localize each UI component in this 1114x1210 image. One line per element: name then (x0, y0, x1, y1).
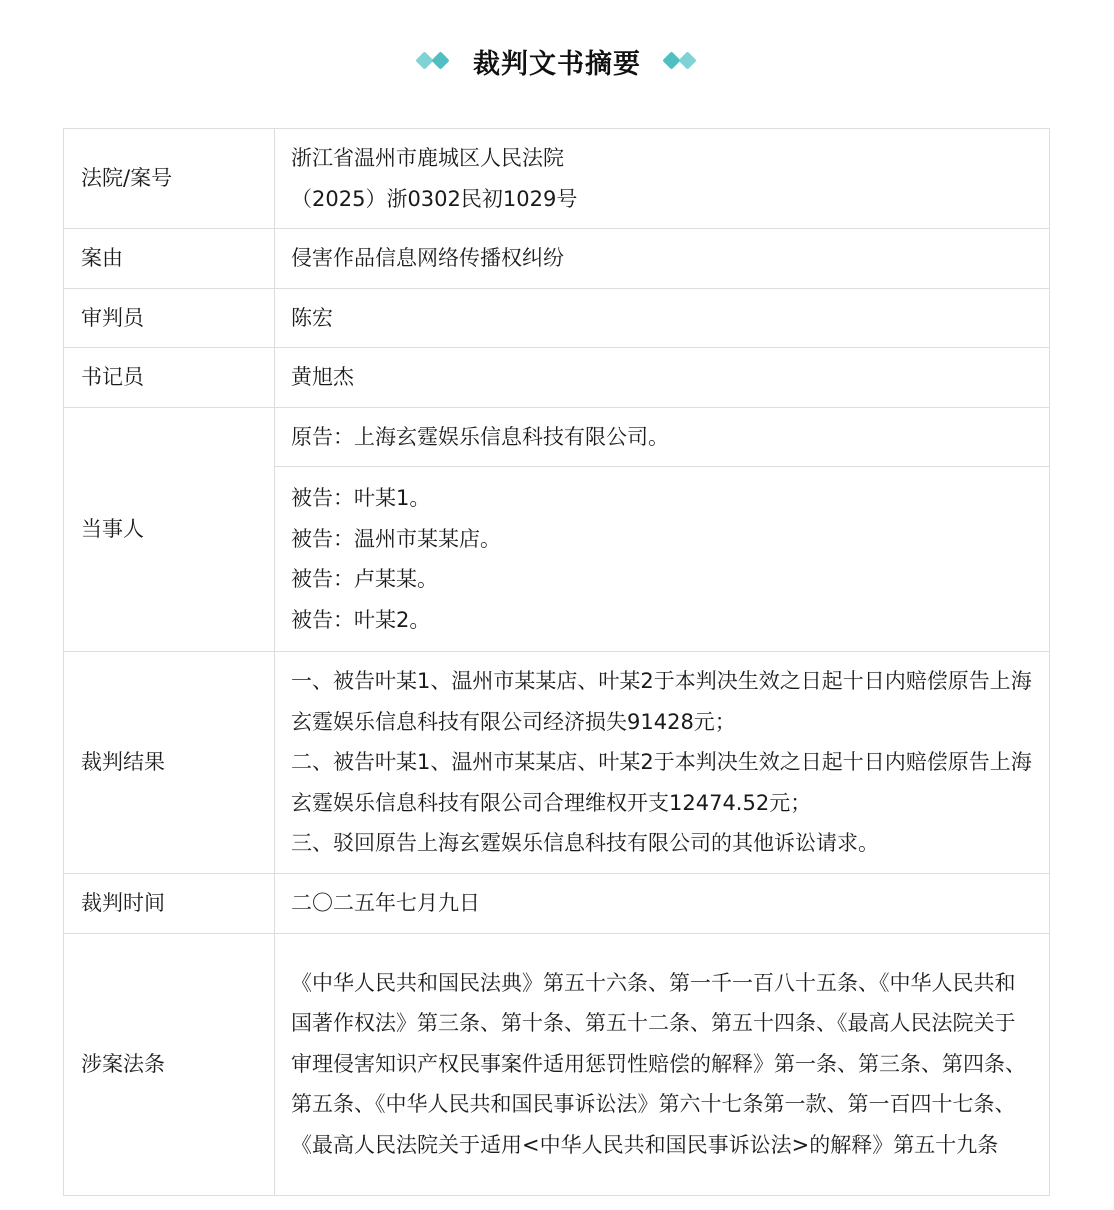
case-number: （2025）浙0302民初1029号 (291, 186, 578, 211)
table-row (64, 407, 1050, 467)
related-laws: 《中华人民共和国民法典》第五十六条、第一千一百八十五条、《中华人民共和国著作权法》第三条、第十条、第五十二条、第五十四条、《最高人民法院关于审理侵害知识产权民事案件适用惩罚性赔偿的解释》第一条、第三条、第四条、第五条、《中华人民共和国民事诉讼法》第六十七条第一款、第一百四十七条、《最高人民法院关于适用<中华人民共和国民事诉讼法>的解释》第五十九条 (275, 933, 1050, 1195)
clerk-name: 黄旭杰 (275, 348, 1050, 408)
row-label: 法院/案号 (64, 129, 275, 229)
judgment-result (275, 652, 1050, 874)
defendant: 被告：叶某1。 (291, 486, 431, 510)
judgment-date: 二〇二五年七月九日 (275, 874, 1050, 934)
judge-name: 陈宏 (275, 288, 1050, 348)
row-label: 裁判结果 (64, 652, 275, 874)
row-label: 当事人 (64, 407, 275, 652)
court-and-case-number (275, 129, 1050, 229)
diamond-ornament-icon (657, 49, 701, 73)
case-cause: 侵害作品信息网络传播权纠纷 (275, 229, 1050, 289)
row-label: 涉案法条 (64, 933, 275, 1195)
result-item: 一、被告叶某1、温州市某某店、叶某2于本判决生效之日起十日内赔偿原告上海玄霆娱乐信息科技有限公司经济损失91428元； (291, 669, 1032, 734)
row-label: 书记员 (64, 348, 275, 408)
table-row (64, 874, 1050, 934)
table-row (64, 129, 1050, 229)
row-label: 裁判时间 (64, 874, 275, 934)
page-title: 裁判文书摘要 (473, 48, 641, 80)
defendant: 被告：温州市某某店。 (291, 526, 501, 551)
defendant: 被告：叶某2。 (291, 607, 431, 632)
table-row (64, 933, 1050, 1195)
table-row (64, 348, 1050, 408)
table-row (64, 288, 1050, 348)
result-item: 三、驳回原告上海玄霆娱乐信息科技有限公司的其他诉讼请求。 (291, 831, 879, 856)
plaintiff-cell (275, 407, 1050, 467)
table-row (64, 652, 1050, 874)
table-row (64, 229, 1050, 289)
row-label: 案由 (64, 229, 275, 289)
court-name: 浙江省温州市鹿城区人民法院 (291, 146, 564, 170)
defendant: 被告：卢某某。 (291, 567, 438, 591)
judgment-summary-table (63, 128, 1050, 1196)
result-item: 二、被告叶某1、温州市某某店、叶某2于本判决生效之日起十日内赔偿原告上海玄霆娱乐信息科技有限公司合理维权开支12474.52元； (291, 750, 1032, 815)
defendants-cell (275, 467, 1050, 652)
diamond-ornament-icon (413, 49, 457, 73)
summary-header (0, 38, 1114, 84)
plaintiff: 原告：上海玄霆娱乐信息科技有限公司。 (291, 424, 669, 449)
row-label: 审判员 (64, 288, 275, 348)
